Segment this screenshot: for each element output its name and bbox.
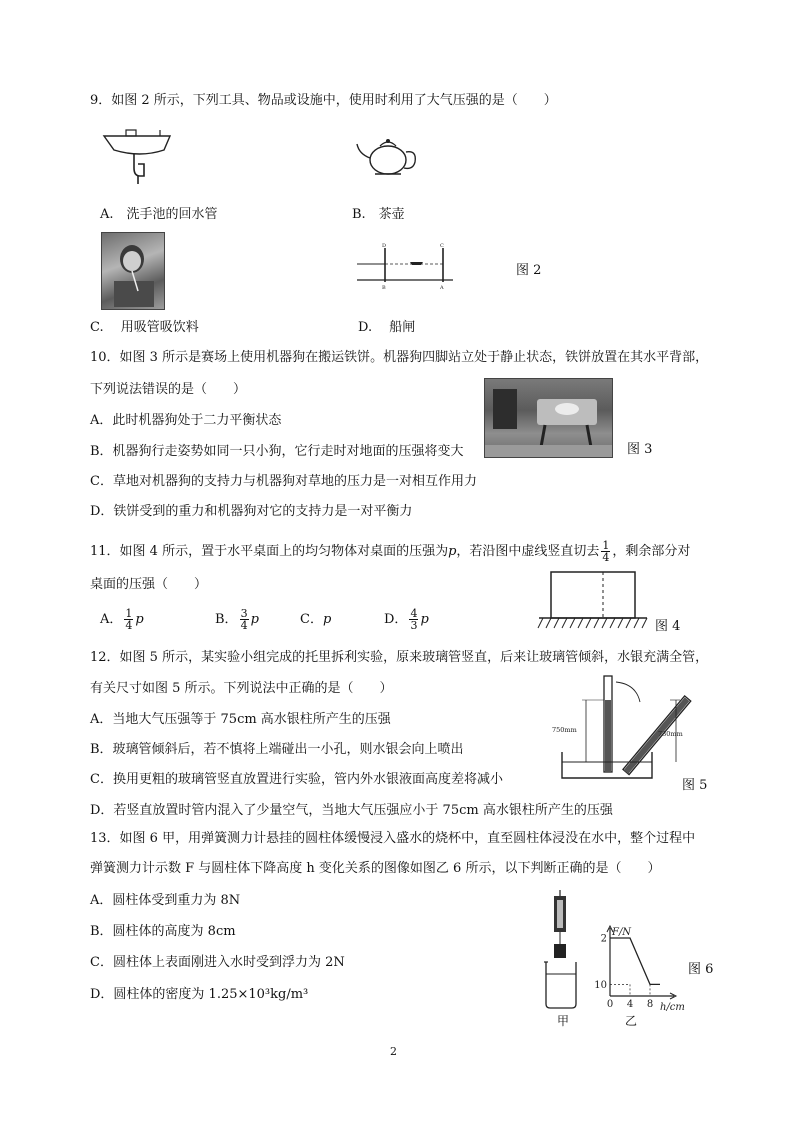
q11-fraction: $\frac{1}{4}$ [602,539,610,564]
q11-stem-part1: 11．如图 4 所示，置于水平桌面上的均匀物体对桌面的压强为 [90,544,449,559]
y-tick-label: 10 [594,979,607,991]
teapot-drawing [355,132,425,180]
figure-6-label: 图 6 [688,962,714,977]
q9-stem: 9．如图 2 所示，下列工具、物品或设施中，使用时利用了大气压强的是（ ） [90,93,557,108]
page-number: 2 [390,1045,397,1058]
q10-option-c: C．草地对机器狗的支持力与机器狗对草地的压力是一对相互作用力 [90,474,477,489]
y-tick-label: 2 [600,933,607,945]
torricelli-apparatus-drawing [540,672,690,784]
dimension-750mm-label: 750mm [552,726,577,734]
q13-option-c: C．圆柱体上表面刚进入水时受到浮力为 2N [90,955,345,970]
x-tick-label: 0 [606,999,614,1010]
svg-text:A: A [440,285,444,291]
figure-2-label: 图 2 [516,263,542,278]
q13-stem-line2: 弹簧测力计示数 F 与圆柱体下降高度 h 变化关系的图像如图乙 6 所示，以下判断正确的是（ ） [90,861,661,876]
svg-text:B: B [382,285,386,291]
q10-option-a: A．此时机器狗处于二力平衡状态 [90,413,282,428]
q9-option-a: A. 洗手池的回水管 [100,207,218,222]
figure-6-yi-label: 乙 [625,1014,638,1028]
svg-text:C: C [440,243,444,249]
force-height-graph [592,922,692,1014]
q12-stem-line1: 12．如图 5 所示，某实验小组完成的托里拆利实验，原来玻璃管竖直，后来让玻璃管倾斜，水银充满全管， [90,650,709,665]
q10-stem-line2: 下列说法错误的是（ ） [90,382,247,397]
sink-drawing [100,128,180,188]
force-series-line [610,938,660,984]
q12-option-b: B．玻璃管倾斜后，若不慎将上端碰出一小孔，则水银会向上喷出 [90,742,464,757]
q11-stem-part3: ，剩余部分对 [612,544,691,559]
svg-text:D: D [382,243,387,249]
dimension-730mm-label: 730mm [658,730,683,738]
figure-4-label: 图 4 [655,619,681,634]
q9-option-b: B. 茶壶 [352,207,405,222]
q10-option-d: D．铁饼受到的重力和机器狗对它的支持力是一对平衡力 [90,504,413,519]
q11-stem-line1 [90,540,690,563]
robot-dog-photo [484,378,613,458]
q9-option-d: D. 船闸 [358,320,416,335]
q12-stem-line2: 有关尺寸如图 5 所示。下列说法中正确的是（ ） [90,681,393,696]
q11-stem-part2: ，若沿图中虚线竖直切去 [456,544,600,559]
q13-option-d: D．圆柱体的密度为 1.25×10³kg/m³ [90,987,309,1002]
q13-option-a: A．圆柱体受到重力为 8N [90,893,241,908]
q12-option-d: D．若竖直放置时管内混入了少量空气，当地大气压强应小于 75cm 高水银柱所产生的压强 [90,803,613,818]
q11-option-b: B． $\frac{3}{4}$ p [215,607,259,632]
spring-scale-beaker-drawing [540,890,590,1016]
q13-option-b: B．圆柱体的高度为 8cm [90,924,236,939]
q11-option-d: D． $\frac{4}{3}$ p [384,607,429,632]
figure-6-jia-label: 甲 [557,1014,570,1028]
block-on-table-drawing [537,568,649,634]
q11-stem-line2: 桌面的压强（ ） [90,577,208,592]
x-axis-label: h/cm [660,1002,685,1013]
q9-option-c: C. 用吸管吸饮料 [90,320,199,335]
x-tick-label: 8 [646,999,654,1010]
x-tick-label: 4 [626,999,634,1010]
q11-option-a: A． $\frac{1}{4}$ p [100,607,144,632]
q12-option-a: A．当地大气压强等于 75cm 高水银柱所产生的压强 [90,712,391,727]
ship-lock-drawing [355,240,455,290]
figure-3-label: 图 3 [627,442,653,457]
q13-stem-line1: 13．如图 6 甲，用弹簧测力计悬挂的圆柱体缓慢浸入盛水的烧杯中，直至圆柱体浸没在水中，整个过程中 [90,831,696,846]
q10-option-b: B．机器狗行走姿势如同一只小狗，它行走时对地面的压强将变大 [90,444,464,459]
drinking-straw-photo [101,232,165,310]
figure-5-label: 图 5 [682,778,708,793]
q12-option-c: C．换用更粗的玻璃管竖直放置进行实验，管内外水银液面高度差将减小 [90,772,503,787]
q11-option-c: C．p [300,612,332,627]
y-axis-label: F/N [612,927,632,938]
q10-stem-line1: 10．如图 3 所示是赛场上使用机器狗在搬运铁饼。机器狗四脚站立处于静止状态，铁饼放置在其水平背部， [90,350,709,365]
q11-pressure-symbol: p [448,544,457,559]
